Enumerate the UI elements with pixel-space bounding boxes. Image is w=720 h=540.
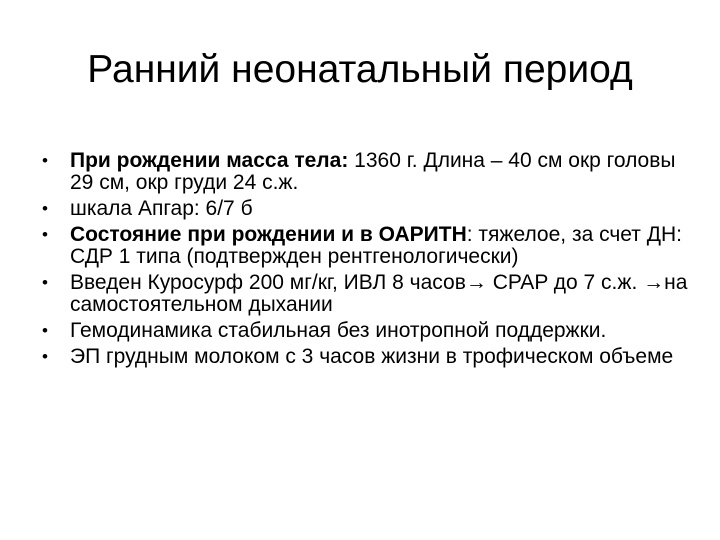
list-item [40, 346, 690, 368]
bullet-text: шкала Апгар: 6/7 б [70, 197, 253, 220]
list-item [40, 198, 690, 220]
bullet-icon: • [42, 321, 48, 340]
bullet-bold-text: При рождении масса тела: [70, 149, 349, 172]
bullet-list [40, 150, 690, 372]
bullet-text: Гемодинамика стабильная без инотропной поддержки. [70, 319, 607, 342]
bullet-icon: • [42, 199, 48, 218]
bullet-text: Введен Куросурф 200 мг/кг, ИВЛ 8 часов→ CPAP до 7 с.ж. →на самостоятельном дыхании [70, 271, 688, 316]
slide-title: Ранний неонатальный период [87, 48, 633, 91]
list-item [40, 150, 690, 194]
bullet-text: : тяжелое, за счет ДН: СДР 1 типа (подтвержден рентгенологически) [70, 223, 682, 268]
bullet-icon: • [42, 347, 48, 366]
bullet-text: ЭП грудным молоком с 3 часов жизни в трофическом объеме [70, 345, 674, 368]
list-item [40, 224, 690, 268]
list-item [40, 272, 690, 316]
bullet-text: 1360 г. Длина – 40 см окр головы 29 см, окр груди 24 с.ж. [70, 149, 676, 194]
bullet-icon: • [42, 273, 48, 292]
bullet-bold-text: Состояние при рождении и в ОАРИТН [70, 223, 467, 246]
bullet-icon: • [42, 225, 48, 244]
bullet-icon: • [42, 151, 48, 170]
list-item [40, 320, 690, 342]
